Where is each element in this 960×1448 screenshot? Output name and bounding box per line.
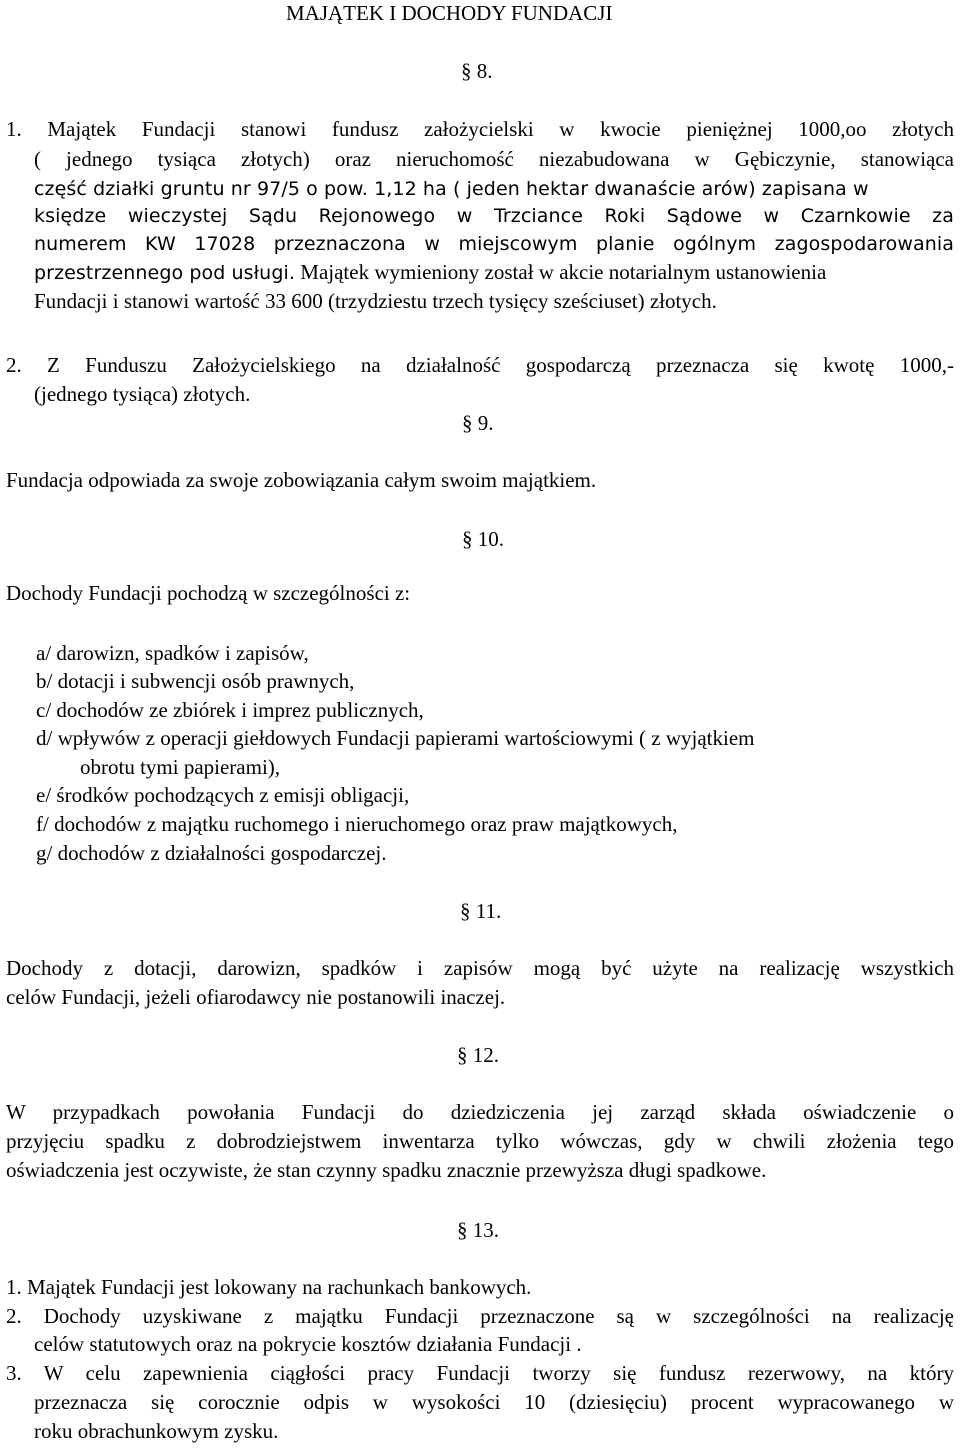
s11-line-2: celów Fundacji, jeżeli ofiarodawcy nie postanowili inaczej. [6,985,506,1009]
section-8-heading: § 8. [461,59,493,83]
s10-item-a: a/ darowizn, spadków i zapisów, [36,641,309,665]
section-12-heading: § 12. [457,1043,499,1067]
s13-item-3-cont-1: przeznacza się corocznie odpis w wysokości 10 (dziesięciu) procent wypracowanego w [34,1390,954,1414]
s10-item-e: e/ środków pochodzących z emisji obligacji, [36,783,410,807]
s8-p1-line-1: 1. Majątek Fundacji stanowi fundusz założycielski w kwocie pieniężnej 1000,oo złotych [6,117,954,141]
s8-p1-line-5: numerem KW 17028 przeznaczona w miejscowym planie ogólnym zagospodarowania [34,233,954,255]
s9-text: Fundacja odpowiada za swoje zobowiązania całym swoim majątkiem. [6,468,597,492]
s8-p2-line-2: (jednego tysiąca) złotych. [34,382,251,406]
s12-line-1: W przypadkach powołania Fundacji do dziedziczenia jej zarząd składa oświadczenie o [6,1100,954,1124]
section-11-heading: § 11. [460,899,502,923]
s8-p1-line-3a: część działki gruntu nr 97/5 o pow. [34,178,368,200]
section-10-heading: § 10. [462,527,504,551]
s10-item-f: f/ dochodów z majątku ruchomego i nieruchomego oraz praw majątkowych, [36,812,678,836]
section-9-heading: § 9. [462,411,494,435]
s10-item-d: d/ wpływów z operacji giełdowych Fundacji papierami wartościowymi ( z wyjątkiem [36,726,755,750]
s13-item-2: 2. Dochody uzyskiwane z majątku Fundacji przeznaczone są w szczególności na realizację [6,1304,954,1328]
s8-p1-line-6b: Majątek wymieniony został w akcie notarialnym ustanowienia [295,260,827,284]
s10-intro: Dochody Fundacji pochodzą w szczególności z: [6,581,411,605]
s13-item-3: 3. W celu zapewnienia ciągłości pracy Fundacji tworzy się fundusz rezerwowy, na który [6,1361,954,1385]
s10-item-g: g/ dochodów z działalności gospodarczej. [36,841,387,865]
s10-item-c: c/ dochodów ze zbiórek i imprez publicznych, [36,698,424,722]
s8-p1-line-6 [34,259,826,285]
s13-item-2-cont: celów statutowych oraz na pokrycie kosztów działania Fundacji . [34,1332,582,1356]
s8-p1-line-4: księdze wieczystej Sądu Rejonowego w Trzciance Roki Sądowe w Czarnkowie za [34,205,954,227]
s10-item-b: b/ dotacji i subwencji osób prawnych, [36,669,355,693]
s13-item-3-cont-2: roku obrachunkowym zysku. [34,1419,279,1443]
s8-p1-line-3 [34,175,954,201]
s8-p2-line-1: 2. Z Funduszu Założycielskiego na działalność gospodarczą przeznacza się kwotę 1000,- [6,353,954,377]
s8-p1-line-7: Fundacji i stanowi wartość 33 600 (trzydziestu trzech tysięcy sześciuset) złotych. [34,289,717,313]
s11-line-1: Dochody z dotacji, darowizn, spadków i zapisów mogą być użyte na realizację wszystkich [6,956,954,980]
s8-p1-line-3b: 1,12 ha ( jeden hektar dwanaście arów) zapisana w [367,178,869,200]
s8-p1-line-2: ( jednego tysiąca złotych) oraz nieruchomość niezabudowana w Gębiczynie, stanowiąca [34,147,954,171]
document-title: MAJĄTEK I DOCHODY FUNDACJI [286,1,613,25]
s10-item-d-cont: obrotu tymi papierami), [80,755,281,779]
section-13-heading: § 13. [457,1218,499,1242]
s12-line-2: przyjęciu spadku z dobrodziejstwem inwentarza tylko wówczas, gdy w chwili złożenia tego [6,1129,954,1153]
s12-line-3: oświadczenia jest oczywiste, że stan czynny spadku znacznie przewyższa długi spadkowe. [6,1158,767,1182]
s13-item-1: 1. Majątek Fundacji jest lokowany na rachunkach bankowych. [6,1275,532,1299]
s8-p1-line-6a: przestrzennego pod usługi. [34,262,296,284]
